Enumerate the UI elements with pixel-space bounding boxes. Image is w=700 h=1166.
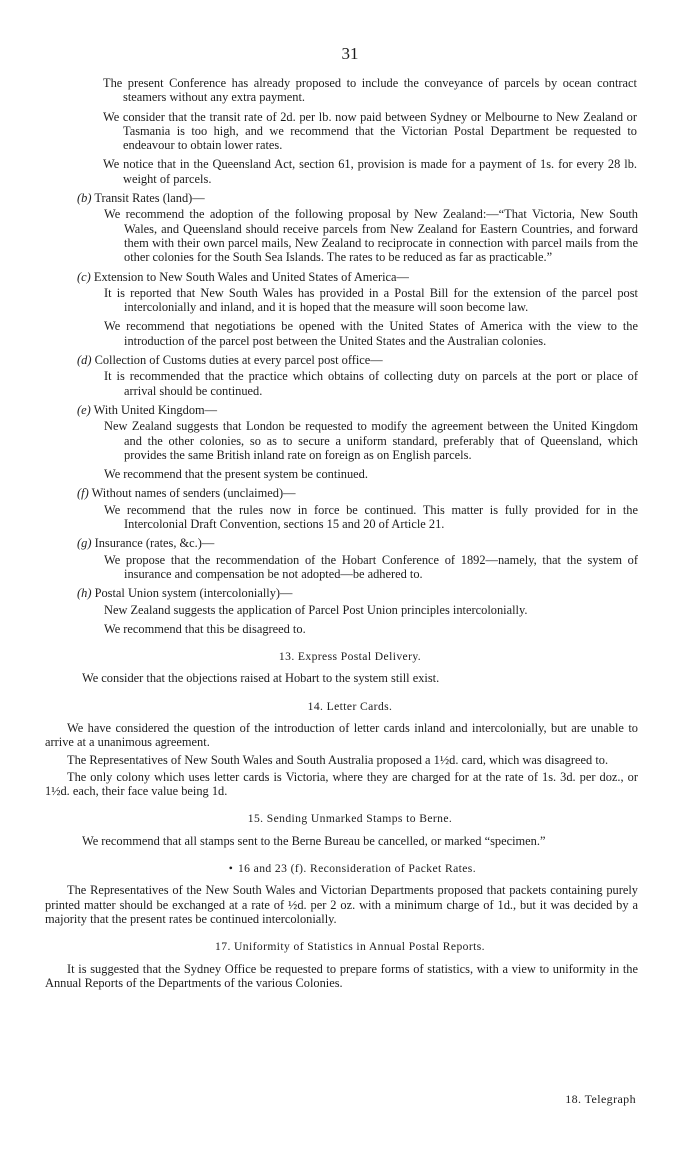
subsection-heading-text: Collection of Customs duties at every parcel post office— xyxy=(94,353,383,368)
subsection-item xyxy=(0,486,700,531)
subsection-marker: (d) xyxy=(77,353,92,368)
subsection-paragraph: We recommend the adoption of the following proposal by New Zealand:—“That Victoria, New South Wales, and Queensland should receive parcels from New Zealand for Eastern Countries, and forward them with their own parcel mails, New Zealand to reciprocate in connection with parcel mails from the other colonies for the South Sea Islands. The rates to be reduced as far as practicable.” xyxy=(104,207,638,265)
numbered-section xyxy=(0,650,700,686)
subsection-item xyxy=(0,586,700,636)
intro-paragraph: We notice that in the Queensland Act, section 61, provision is made for a payment of 1s. for every 28 lb. weight of parcels. xyxy=(103,157,637,186)
section-paragraph: The Representatives of New South Wales and South Australia proposed a 1½d. card, which was disagreed to. xyxy=(67,752,609,767)
subsection-marker: (h) xyxy=(77,586,92,601)
section-title xyxy=(0,940,700,954)
subsection-marker: (g) xyxy=(77,536,92,551)
subsection-heading xyxy=(0,191,700,205)
page-number: 31 xyxy=(341,44,359,63)
parcel-items-list xyxy=(0,191,700,636)
section-paragraph: We have considered the question of the introduction of letter cards inland and intercolonially, but are unable to arrive at a unanimous agreement. xyxy=(45,720,638,750)
subsection-item xyxy=(0,353,700,398)
subsection-heading-text: Without names of senders (unclaimed)— xyxy=(91,486,296,501)
subsection-heading xyxy=(0,586,700,600)
section-paragraph: We recommend that all stamps sent to the Berne Bureau be cancelled, or marked “specimen.” xyxy=(82,833,546,848)
subsection-item xyxy=(0,191,700,264)
subsection-paragraph: It is recommended that the practice which obtains of collecting duty on parcels at the port or place of arrival should be continued. xyxy=(104,369,638,398)
subsection-heading xyxy=(0,536,700,550)
section-paragraph: The only colony which uses letter cards is Victoria, where they are charged for at the rate of 1s. 3d. per doz., or 1½d. each, their face value being 1d. xyxy=(45,769,638,799)
section-title-text: 17. Uniformity of Statistics in Annual Postal Reports. xyxy=(215,940,485,954)
section-paragraph: It is suggested that the Sydney Office be requested to prepare forms of statistics, with a view to uniformity in the Annual Reports of the Departments of the various Colonies. xyxy=(45,961,638,990)
subsection-paragraph: We recommend that the present system be continued. xyxy=(104,467,368,482)
subsection-marker: (f) xyxy=(77,486,89,501)
section-title-text: 13. Express Postal Delivery. xyxy=(278,650,422,664)
section-title-text: 16 and 23 (f). Reconsideration of Packet Rates. xyxy=(237,862,477,876)
subsection-heading-text: Postal Union system (intercolonially)— xyxy=(94,586,293,601)
sections-list xyxy=(0,650,700,990)
section-title xyxy=(0,700,700,714)
subsection-item xyxy=(0,403,700,481)
bullet-mark: • xyxy=(228,862,234,876)
subsection-heading-text: With United Kingdom— xyxy=(93,402,218,417)
subsection-paragraph: New Zealand suggests the application of Parcel Post Union principles intercolonially. xyxy=(104,602,528,617)
subsection-heading xyxy=(0,403,700,417)
subsection-marker: (e) xyxy=(77,402,91,417)
numbered-section xyxy=(0,700,700,799)
section-paragraph: The Representatives of the New South Wales and Victorian Departments proposed that packets containing purely printed matter should be exchanged at a rate of ½d. per 2 oz. with a minimum charge of 1d., but it was decided by a majority that the present rates be continued intercolonially. xyxy=(45,883,638,926)
numbered-section xyxy=(0,940,700,990)
section-title-text: 14. Letter Cards. xyxy=(307,699,393,713)
section-paragraph: We consider that the objections raised at Hobart to the system still exist. xyxy=(82,671,440,686)
subsection-heading-text: Insurance (rates, &c.)— xyxy=(94,536,215,551)
section-title xyxy=(0,812,700,826)
subsection-item xyxy=(0,270,700,348)
subsection-paragraph: New Zealand suggests that London be requested to modify the agreement between the United Kingdom and the other colonies, so as to secure a uniform standard, preferably that of Queensland, which provides the same British inland rate on foreign as on English parcels. xyxy=(104,419,638,462)
subsection-heading xyxy=(0,486,700,500)
subsection-marker: (c) xyxy=(77,269,91,284)
subsection-heading-text: Extension to New South Wales and United States of America— xyxy=(93,269,409,284)
intro-paragraph: We consider that the transit rate of 2d. per lb. now paid between Sydney or Melbourne to New Zealand or Tasmania is too high, and we recommend that the Victorian Postal Department be requested to endeavour to obtain lower rates. xyxy=(103,109,637,153)
subsection-heading-text: Transit Rates (land)— xyxy=(94,191,205,206)
numbered-section xyxy=(0,812,700,848)
section-title-text: 15. Sending Unmarked Stamps to Berne. xyxy=(247,812,453,826)
subsection-paragraph: We recommend that this be disagreed to. xyxy=(104,621,306,636)
subsection-paragraph: We propose that the recommendation of the Hobart Conference of 1892—namely, that the system of insurance and compensation be not adopted—be adhered to. xyxy=(104,552,638,581)
section-title xyxy=(0,862,700,876)
page-body xyxy=(0,76,700,993)
subsection-heading xyxy=(0,353,700,367)
numbered-section xyxy=(0,862,700,926)
section-title xyxy=(0,650,700,664)
intro-paragraph: The present Conference has already proposed to include the conveyance of parcels by ocean contract steamers without any extra payment. xyxy=(103,76,637,105)
subsection-paragraph: We recommend that the rules now in force be continued. This matter is fully provided for in the Intercolonial Draft Convention, sections 15 and 20 of Article 21. xyxy=(104,502,638,532)
intro-block xyxy=(0,76,700,186)
subsection-heading xyxy=(0,270,700,284)
subsection-paragraph: It is reported that New South Wales has provided in a Postal Bill for the extension of the parcel post intercolonially and inland, and it is hoped that the measure will soon become law. xyxy=(104,285,638,315)
subsection-item xyxy=(0,536,700,581)
subsection-marker: (b) xyxy=(77,191,92,206)
catchword: 18. Telegraph xyxy=(565,1092,636,1106)
subsection-paragraph: We recommend that negotiations be opened with the United States of America with the view to the introduction of the parcel post between the United States and the Australian colonies. xyxy=(104,319,638,348)
